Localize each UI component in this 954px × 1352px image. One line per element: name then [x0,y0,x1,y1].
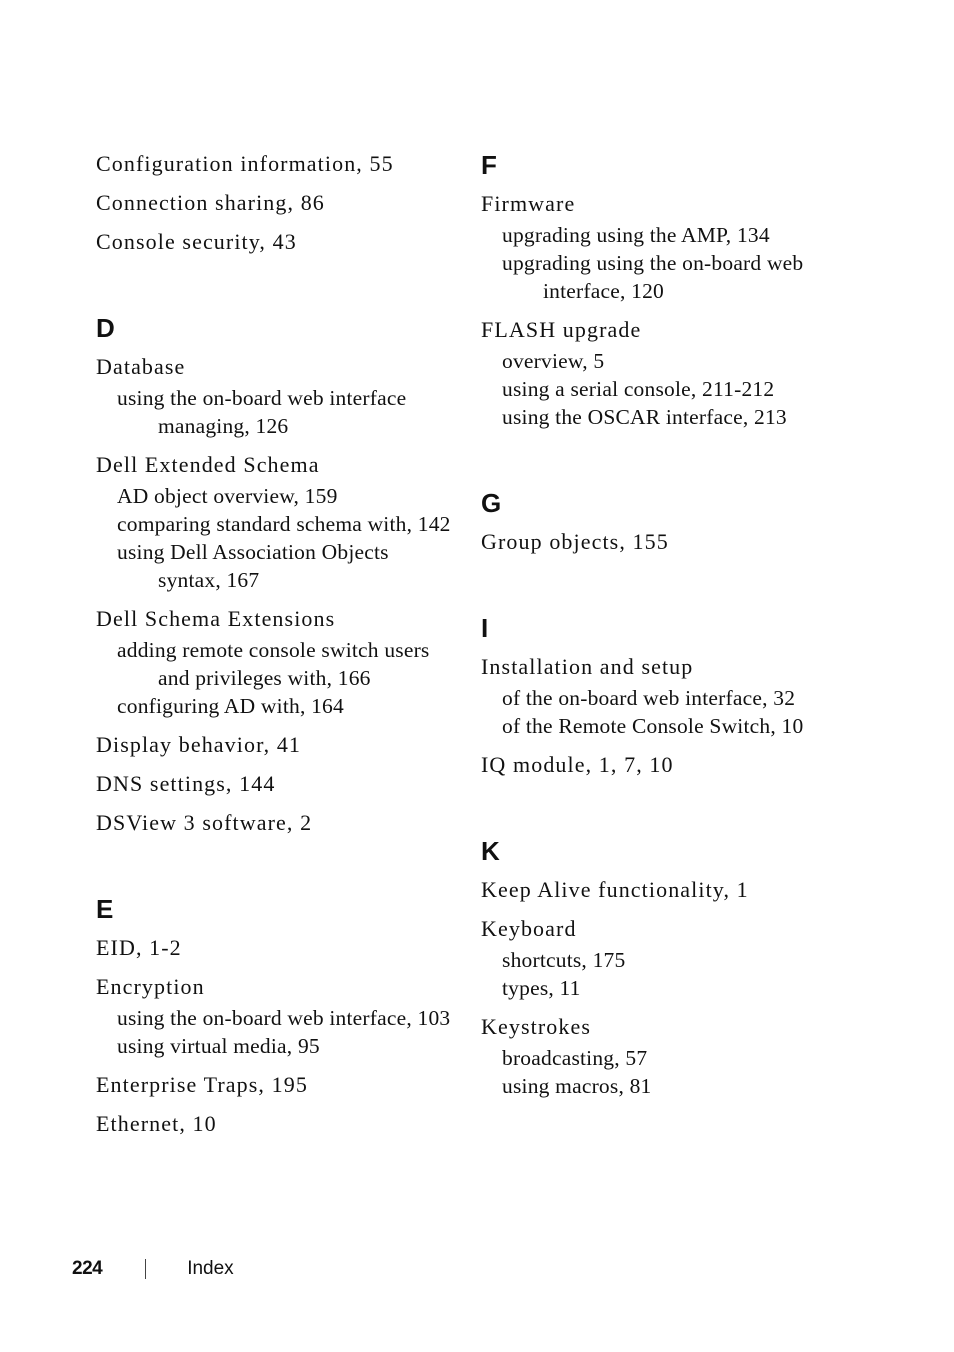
index-term: Keyboard [481,916,577,941]
page-number: 224 [72,1258,103,1279]
index-entry [96,150,456,178]
index-term: Installation and setup [481,654,694,679]
index-entry [481,1013,861,1100]
index-letter-heading: K [481,836,500,866]
index-term: Ethernet, 10 [96,1111,217,1136]
index-subentry: of the Remote Console Switch, 10 [502,714,804,738]
index-entry [481,876,861,904]
index-entry [96,353,456,440]
index-entry [96,228,456,256]
index-term: Connection sharing, 86 [96,190,325,215]
index-letter-heading: D [96,313,115,343]
index-entry [481,653,861,740]
index-subentry: using virtual media, 95 [117,1034,320,1058]
footer-divider [145,1259,146,1279]
index-subentry: upgrading using the on-board web interface, 120 [502,251,804,303]
index-letter-heading: F [481,150,497,180]
index-term: Keep Alive functionality, 1 [481,877,749,902]
index-subentry: using a serial console, 211-212 [502,377,775,401]
index-subentry: configuring AD with, 164 [117,694,344,718]
index-term: Console security, 43 [96,229,297,254]
index-entry [96,1110,456,1138]
index-term: IQ module, 1, 7, 10 [481,752,674,777]
index-subentry: of the on-board web interface, 32 [502,686,796,710]
index-column-left [96,150,456,1149]
index-entry [96,973,456,1060]
index-entry [96,1071,456,1099]
index-subentry: using macros, 81 [502,1074,652,1098]
index-term: Configuration information, 55 [96,151,394,176]
section-title: Index [187,1258,234,1279]
index-term: Encryption [96,974,205,999]
index-term: DNS settings, 144 [96,771,276,796]
index-term: Display behavior, 41 [96,732,302,757]
index-term: Dell Extended Schema [96,452,320,477]
index-term: EID, 1-2 [96,935,182,960]
index-entry [481,316,861,431]
index-term: FLASH upgrade [481,317,642,342]
index-subentry: comparing standard schema with, 142 [117,512,451,536]
index-letter-heading: E [96,894,114,924]
index-term: Database [96,354,186,379]
index-subentry: AD object overview, 159 [117,484,338,508]
index-subentry: using the OSCAR interface, 213 [502,405,787,429]
index-entry [96,770,456,798]
index-entry [481,751,861,779]
index-column-right [481,150,861,1111]
index-subentry: upgrading using the AMP, 134 [502,223,770,247]
index-entry [481,915,861,1002]
index-entry [481,528,861,556]
index-subentry: shortcuts, 175 [502,948,626,972]
page-footer [72,1256,234,1282]
index-term: DSView 3 software, 2 [96,810,313,835]
index-subentry: types, 11 [502,976,581,1000]
index-entry [481,190,861,305]
index-term: Group objects, 155 [481,529,669,554]
index-term: Enterprise Traps, 195 [96,1072,308,1097]
index-entry [96,451,456,594]
index-entry [96,809,456,837]
index-subentry: adding remote console switch users and privileges with, 166 [117,638,430,690]
index-entry [96,605,456,720]
index-subentry: using the on-board web interface, 103 [117,1006,451,1030]
index-term: Dell Schema Extensions [96,606,336,631]
index-term: Firmware [481,191,576,216]
index-letter-heading: I [481,613,489,643]
index-entry [96,934,456,962]
index-subentry: overview, 5 [502,349,605,373]
index-term: Keystrokes [481,1014,591,1039]
index-entry [96,189,456,217]
index-subentry: broadcasting, 57 [502,1046,648,1070]
index-subentry: using the on-board web interface managing, 126 [117,386,407,438]
index-letter-heading: G [481,488,502,518]
index-entry [96,731,456,759]
index-subentry: using Dell Association Objects syntax, 167 [117,540,389,592]
